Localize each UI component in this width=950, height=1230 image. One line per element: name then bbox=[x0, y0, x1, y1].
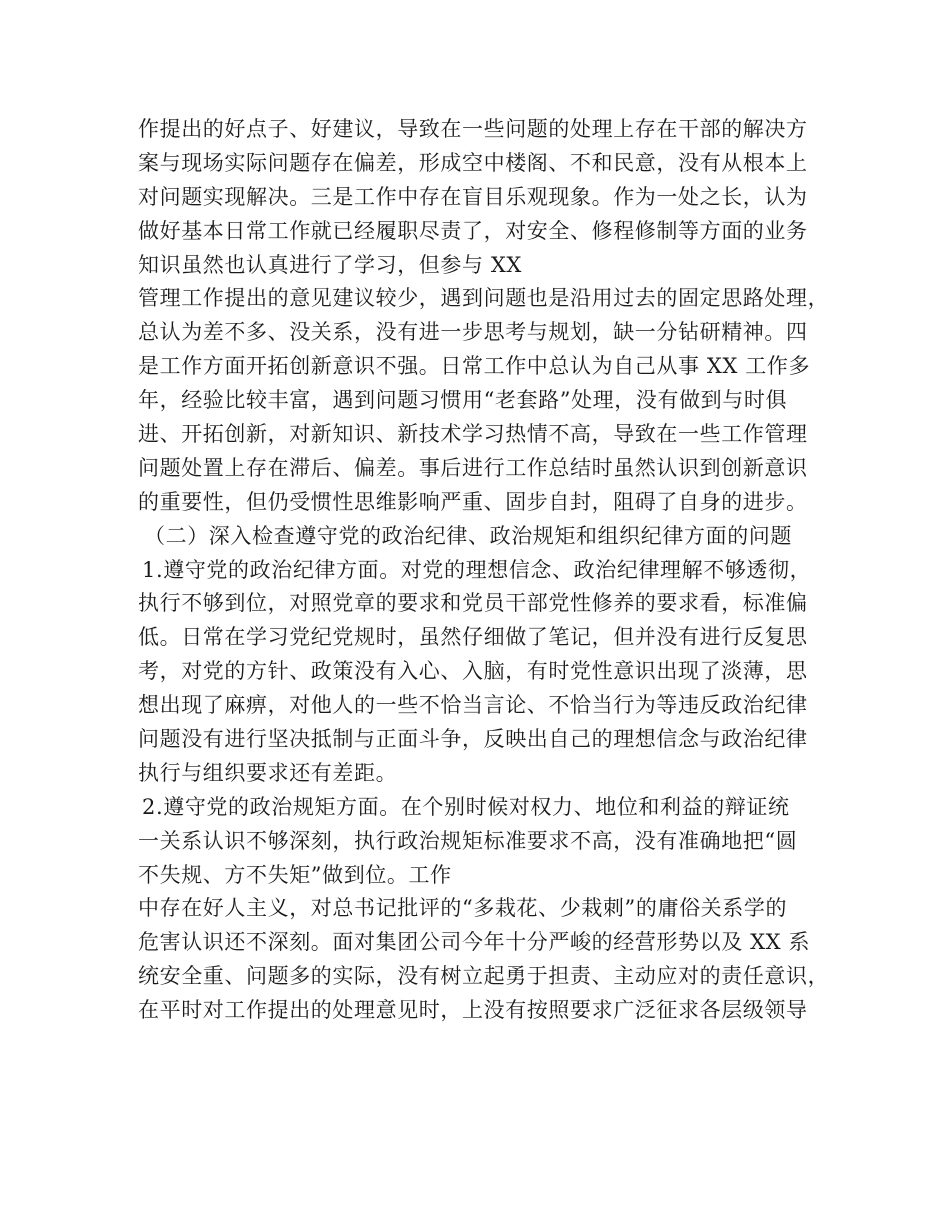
document-body bbox=[138, 113, 838, 1028]
text-line: 问题没有进行坚决抵制与正面斗争，反映出自己的理想信念与政治纪律 bbox=[138, 727, 808, 752]
text-line: 中存在好人主义，对总书记批评的“多栽花、少栽刺”的庸俗关系学的 bbox=[138, 896, 788, 921]
text-line: 1.遵守党的政治纪律方面。对党的理想信念、政治纪律理解不够透彻， bbox=[142, 557, 812, 582]
text-line: 总认为差不多、没关系，没有进一步思考与规划，缺一分钻研精神。四 bbox=[138, 320, 808, 345]
text-line: 一关系认识不够深刻，执行政治规矩标准要求不高，没有准确地把“圆 bbox=[138, 828, 798, 853]
text-line: 案与现场实际问题存在偏差，形成空中楼阁、不和民意，没有从根本上 bbox=[138, 150, 808, 175]
text-line: 统安全重、问题多的实际，没有树立起勇于担责、主动应对的责任意识， bbox=[138, 964, 830, 989]
text-line: 管理工作提出的意见建议较少，遇到问题也是沿用过去的固定思路处理， bbox=[138, 286, 830, 311]
text-line: 是工作方面开拓创新意识不强。日常工作中总认为自己从事 XX 工作多 bbox=[138, 354, 811, 379]
text-line: 问题处置上存在滞后、偏差。事后进行工作总结时虽然认识到创新意识 bbox=[138, 455, 808, 480]
text-line: 对问题实现解决。三是工作中存在盲目乐观现象。作为一处之长，认为 bbox=[138, 184, 808, 209]
text-line: 危害认识还不深刻。面对集团公司今年十分严峻的经营形势以及 XX 系 bbox=[138, 930, 811, 955]
text-line: 2.遵守党的政治规矩方面。在个别时候对权力、地位和利益的辩证统 bbox=[142, 794, 790, 819]
text-line: 想出现了麻痹，对他人的一些不恰当言论、不恰当行为等违反政治纪律 bbox=[138, 693, 808, 718]
text-line: 做好基本日常工作就已经履职尽责了，对安全、修程修制等方面的业务 bbox=[138, 218, 808, 243]
text-line: 知识虽然也认真进行了学习，但参与 XX bbox=[138, 252, 522, 277]
text-line: 低。日常在学习党纪党规时，虽然仔细做了笔记，但并没有进行反复思 bbox=[138, 625, 808, 650]
text-line: 的重要性，但仍受惯性思维影响严重、固步自封，阻碍了自身的进步。 bbox=[138, 489, 808, 514]
text-line: 执行不够到位，对照党章的要求和党员干部党性修养的要求看，标准偏 bbox=[138, 591, 808, 616]
text-line: 不失规、方不失矩”做到位。工作 bbox=[138, 862, 452, 887]
text-line: 考，对党的方针、政策没有入心、入脑，有时党性意识出现了淡薄，思 bbox=[138, 659, 808, 684]
text-line: 作提出的好点子、好建议，导致在一些问题的处理上存在干部的解决方 bbox=[138, 117, 808, 141]
text-line: 执行与组织要求还有差距。 bbox=[138, 760, 398, 785]
text-line: 进、开拓创新，对新知识、新技术学习热情不高，导致在一些工作管理 bbox=[138, 422, 808, 447]
section-heading: （二）深入检查遵守党的政治纪律、政治规矩和组织纪律方面的问题 bbox=[144, 523, 792, 548]
text-line: 在平时对工作提出的处理意见时，上没有按照要求广泛征求各层级领导 bbox=[138, 998, 808, 1023]
text-line: 年，经验比较丰富，遇到问题习惯用“老套路”处理，没有做到与时俱 bbox=[138, 388, 788, 413]
